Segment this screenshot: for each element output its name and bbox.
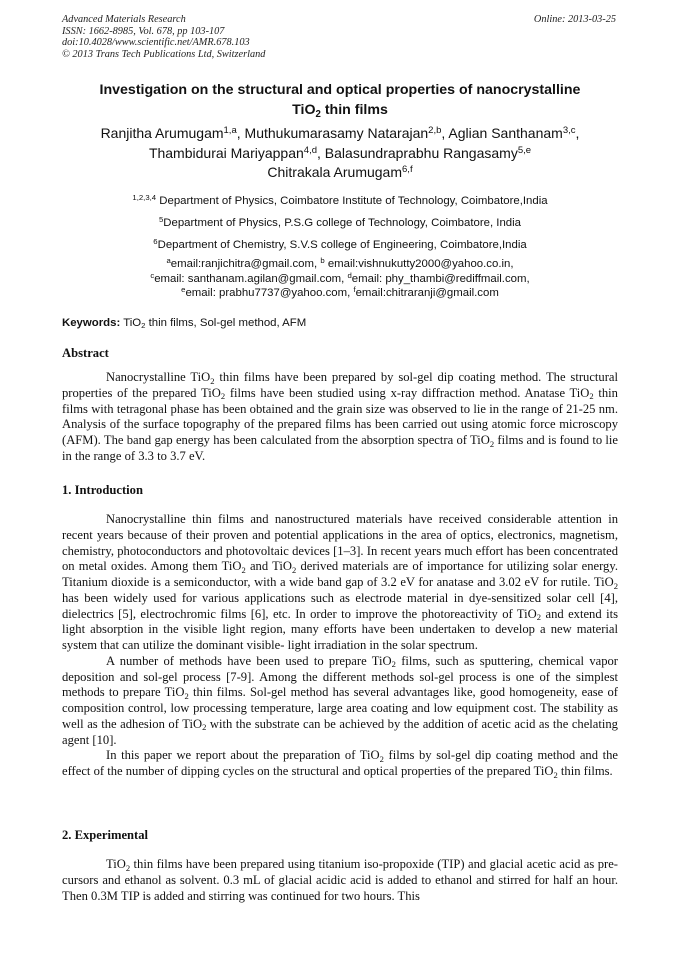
- author-line-2: Thambidurai Mariyappan$^{4,d}$, Balasundraprabhu Rangasamy$^{5,e}$: [148, 144, 532, 161]
- copyright-line: © 2013 Trans Tech Publications Ltd, Switzerland: [62, 48, 266, 60]
- author-list: [62, 124, 618, 183]
- keywords-label: Keywords:: [62, 317, 121, 329]
- intro-paragraph-1: Nanocrystalline thin films and nanostructured materials have received considerable attention in recent years because of their proven and potential applications in the area of optics, electronics, magnetism, chemistry, photoconductors and photovoltaic devices [1–3]. In recent years much effort has been concentrated on metal oxides. Among them TiO$_2$ and TiO$_2$ derived materials are of importance for utilizing solar energy. Titanium dioxide is a semiconductor, with a wide band gap of 3.2 eV for anatase and 3.02 eV for rutile. TiO$_2$ has been widely used for various applications such as electrode material in dye-sensitized solar cell [4], dielectrics [5], electrochromic films [6], etc. In order to improve the photoreactivity of TiO$_2$ and extend its light absorption in the visible light region, many efforts have been undertaken to develop a new material system that can utilize the dominant visible- light irradiation in the solar spectrum.: [62, 512, 618, 652]
- doi-line: doi:10.4028/www.scientific.net/AMR.678.103: [62, 37, 250, 48]
- email-list: [62, 257, 618, 301]
- issn-line: ISSN: 1662-8985, Vol. 678, pp 103-107: [62, 25, 225, 37]
- title-line-2: TiO$_2$ thin films: [292, 102, 388, 120]
- affiliation-2: $^5$Department of Physics, P.S.G college of Technology, Coimbatore, India: [158, 215, 522, 229]
- abstract-body: Nanocrystalline TiO$_2$ thin films have been prepared by sol-gel dip coating method. The structural properties of the prepared TiO$_2$ films have been studied using x-ray diffraction method. Anatase TiO$_2$ thin films with tetragonal phase has been obtained and the grain size was observed to lie in the range of 21-25 nm. Analysis of the surface topography of the prepared films has been carried out using atomic force microscopy (AFM). The band gap energy has been calculated from the absorption spectra of TiO$_2$ films and is found to lie in the range of 3.3 to 3.7 eV.: [62, 370, 618, 463]
- experimental-heading: 2. Experimental: [62, 828, 149, 842]
- author-line-1: Ranjitha Arumugam$^{1,a}$, Muthukumarasamy Natarajan$^{2,b}$, Aglian Santhanam$^{3,c}$,: [100, 125, 580, 141]
- introduction-heading: 1. Introduction: [62, 483, 143, 497]
- introduction-body: [62, 512, 618, 780]
- intro-paragraph-2: A number of methods have been used to prepare TiO$_2$ films, such as sputtering, chemical vapor deposition and sol-gel process [7-9]. Among the different methods sol-gel process is one of the simplest methods to prepare TiO$_2$ thin films. Sol-gel method has several advantages like, good homogeneity, ease of composition control, low processing temperature, large area coating and low equipment cost. The stability as well as the adhesion of TiO$_2$ with the substrate can be achieved by the addition of acetic acid as the chelating agent [10].: [62, 653, 618, 747]
- intro-paragraph-3: In this paper we report about the preparation of TiO$_2$ films by sol-gel dip coating method and the effect of the number of dipping cycles on the structural and optical properties of the prepared TiO$_2$ thin films.: [62, 748, 618, 780]
- email-line-2: $^c$email: santhanam.agilan@gmail.com, $^d$email: phy_thambi@rediffmail.com,: [150, 270, 530, 285]
- experimental-body: [62, 857, 618, 904]
- paper-title: [62, 80, 618, 120]
- journal-name: Advanced Materials Research: [62, 14, 186, 25]
- keywords: Keywords: TiO$_2$ thin films, Sol-gel method, AFM: [62, 317, 307, 331]
- affiliation-1: $^{1,2,3,4}$ Department of Physics, Coimbatore Institute of Technology, Coimbatore,India: [132, 193, 548, 207]
- online-date: Online: 2013-03-25: [533, 14, 616, 25]
- author-line-3: Chitrakala Arumugam$^{6,f}$: [267, 164, 413, 180]
- email-line-1: $^a$email:ranjichitra@gmail.com, $^b$ email:vishnukutty2000@yahoo.co.in,: [166, 256, 514, 270]
- affiliation-3: $^6$Department of Chemistry, S.V.S college of Engineering, Coimbatore,India: [153, 237, 527, 251]
- abstract-heading: Abstract: [62, 346, 109, 360]
- title-line-1: Investigation on the structural and optical properties of nanocrystalline: [99, 82, 581, 98]
- email-line-3: $^e$email: prabhu7737@yahoo.com, $^f$email:chitraranji@gmail.com: [181, 285, 499, 300]
- experimental-paragraph-1: TiO$_2$ thin films have been prepared using titanium iso-propoxide (TIP) and glacial acetic acid as pre-cursors and ethanol as solvent. 0.3 mL of glacial acidic acid is added to ethanol and stirred for half an hour. Then 0.3M TIP is added and stirring was continued for two hours. This: [62, 857, 618, 903]
- journal-header: [62, 14, 618, 60]
